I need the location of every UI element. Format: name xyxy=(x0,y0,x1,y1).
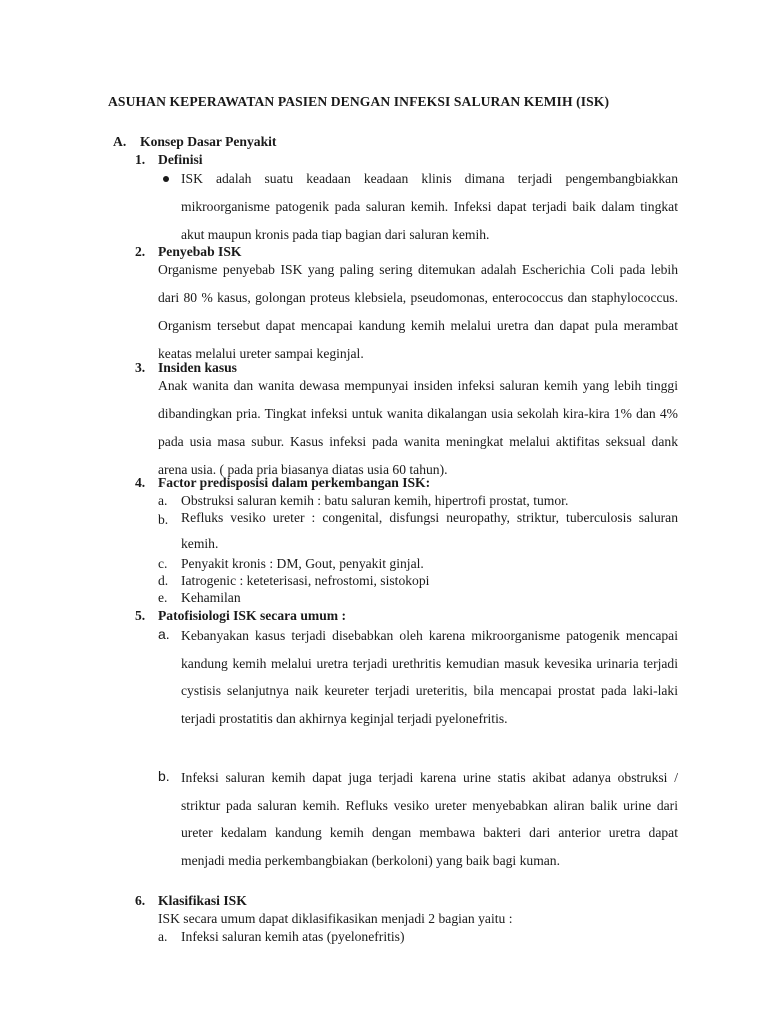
s4-item-a-text: Obstruksi saluran kemih : batu saluran kemih, hipertrofi prostat, tumor. xyxy=(181,493,569,508)
s5-item-a-text: Kebanyakan kasus terjadi disebabkan oleh karena mikroorganisme patogenik mencapai kandung kemih melalui uretra terjadi urethritis kemudian masuk kevesika urinaria terjadi cystisis selanjutnya naik keureter terjadi ureteritis, bila mencapai prostat pada laki-laki terjadi prostatitis dan akhirnya keginjal terjadi pyelonefritis. xyxy=(181,628,678,726)
section-a-heading: Konsep Dasar Penyakit xyxy=(140,134,277,149)
s4-item-d-marker: d. xyxy=(158,573,169,588)
s4-marker: 4. xyxy=(135,475,146,490)
s1-bullet-text: ISK adalah suatu keadaan keadaan klinis dimana terjadi pengembangbiakkan mikroorganisme patogenik pada saluran kemih. Infeksi dapat terjadi baik dalam tingkat akut maupun kronis pada tiap bagian dari saluran kemih. xyxy=(181,171,678,242)
s5-marker: 5. xyxy=(135,608,146,623)
s2-marker: 2. xyxy=(135,244,146,259)
s4-item-c-text: Penyakit kronis : DM, Gout, penyakit ginjal. xyxy=(181,556,424,571)
section-a-marker: A. xyxy=(113,134,127,149)
document-title: ASUHAN KEPERAWATAN PASIEN DENGAN INFEKSI SALURAN KEMIH (ISK) xyxy=(108,94,610,109)
s6-marker: 6. xyxy=(135,893,146,908)
s6-text: ISK secara umum dapat diklasifikasikan menjadi 2 bagian yaitu : xyxy=(158,911,513,926)
s4-item-d-text: Iatrogenic : keteterisasi, nefrostomi, sistokopi xyxy=(181,573,430,588)
s4-item-a-marker: a. xyxy=(158,493,168,508)
bullet-icon xyxy=(163,176,169,182)
s6-item-a-text: Infeksi saluran kemih atas (pyelonefritis) xyxy=(181,929,405,944)
s5-item-b-text: Infeksi saluran kemih dapat juga terjadi karena urine statis akibat adanya obstruksi / striktur pada saluran kemih. Refluks vesiko ureter menyebabkan aliran balik urine dari ureter kedalam kandung kemih dengan membawa bakteri dari anterior uretra dapat menjadi media perkembangbiakan (berkoloni) yang baik bagi kuman. xyxy=(181,770,678,868)
s4-item-e-marker: e. xyxy=(158,590,168,605)
s6-heading: Klasifikasi ISK xyxy=(158,893,247,908)
s6-item-a-marker: a. xyxy=(158,929,168,944)
s2-heading: Penyebab ISK xyxy=(158,244,242,259)
s4-item-b-marker: b. xyxy=(158,512,169,527)
s2-text: Organisme penyebab ISK yang paling sering ditemukan adalah Escherichia Coli pada lebih dari 80 % kasus, golongan proteus klebsiela, pseudomonas, enterococcus dan staphylococcus. Organism tersebut dapat mencapai kandung kemih melalui uretra dan dapat pula merambat keatas melalui ureter sampai keginjal. xyxy=(158,262,678,361)
s4-item-b-text: Refluks vesiko ureter : congenital, disfungsi neuropathy, striktur, tuberculosis saluran kemih. xyxy=(181,510,678,551)
s3-heading: Insiden kasus xyxy=(158,360,237,375)
s4-item-c-marker: c. xyxy=(158,556,168,571)
s5-heading: Patofisiologi ISK secara umum : xyxy=(158,608,347,623)
s4-item-e-text: Kehamilan xyxy=(181,590,241,605)
s5-item-b-marker: b. xyxy=(158,768,170,784)
s4-heading: Factor predisposisi dalam perkembangan ISK: xyxy=(158,475,431,490)
s3-text: Anak wanita dan wanita dewasa mempunyai insiden infeksi saluran kemih yang lebih tinggi dibandingkan pria. Tingkat infeksi untuk wanita dikalangan usia sekolah kira-kira 1% dan 4% pada usia masa subur. Kasus infeksi pada wanita meningkat melalui aktifitas seksual dank arena usia. ( pada pria biasanya diatas usia 60 tahun). xyxy=(158,378,678,477)
s1-heading: Definisi xyxy=(158,152,203,167)
s5-item-a-marker: a. xyxy=(158,626,170,642)
s3-marker: 3. xyxy=(135,360,146,375)
s1-marker: 1. xyxy=(135,152,146,167)
